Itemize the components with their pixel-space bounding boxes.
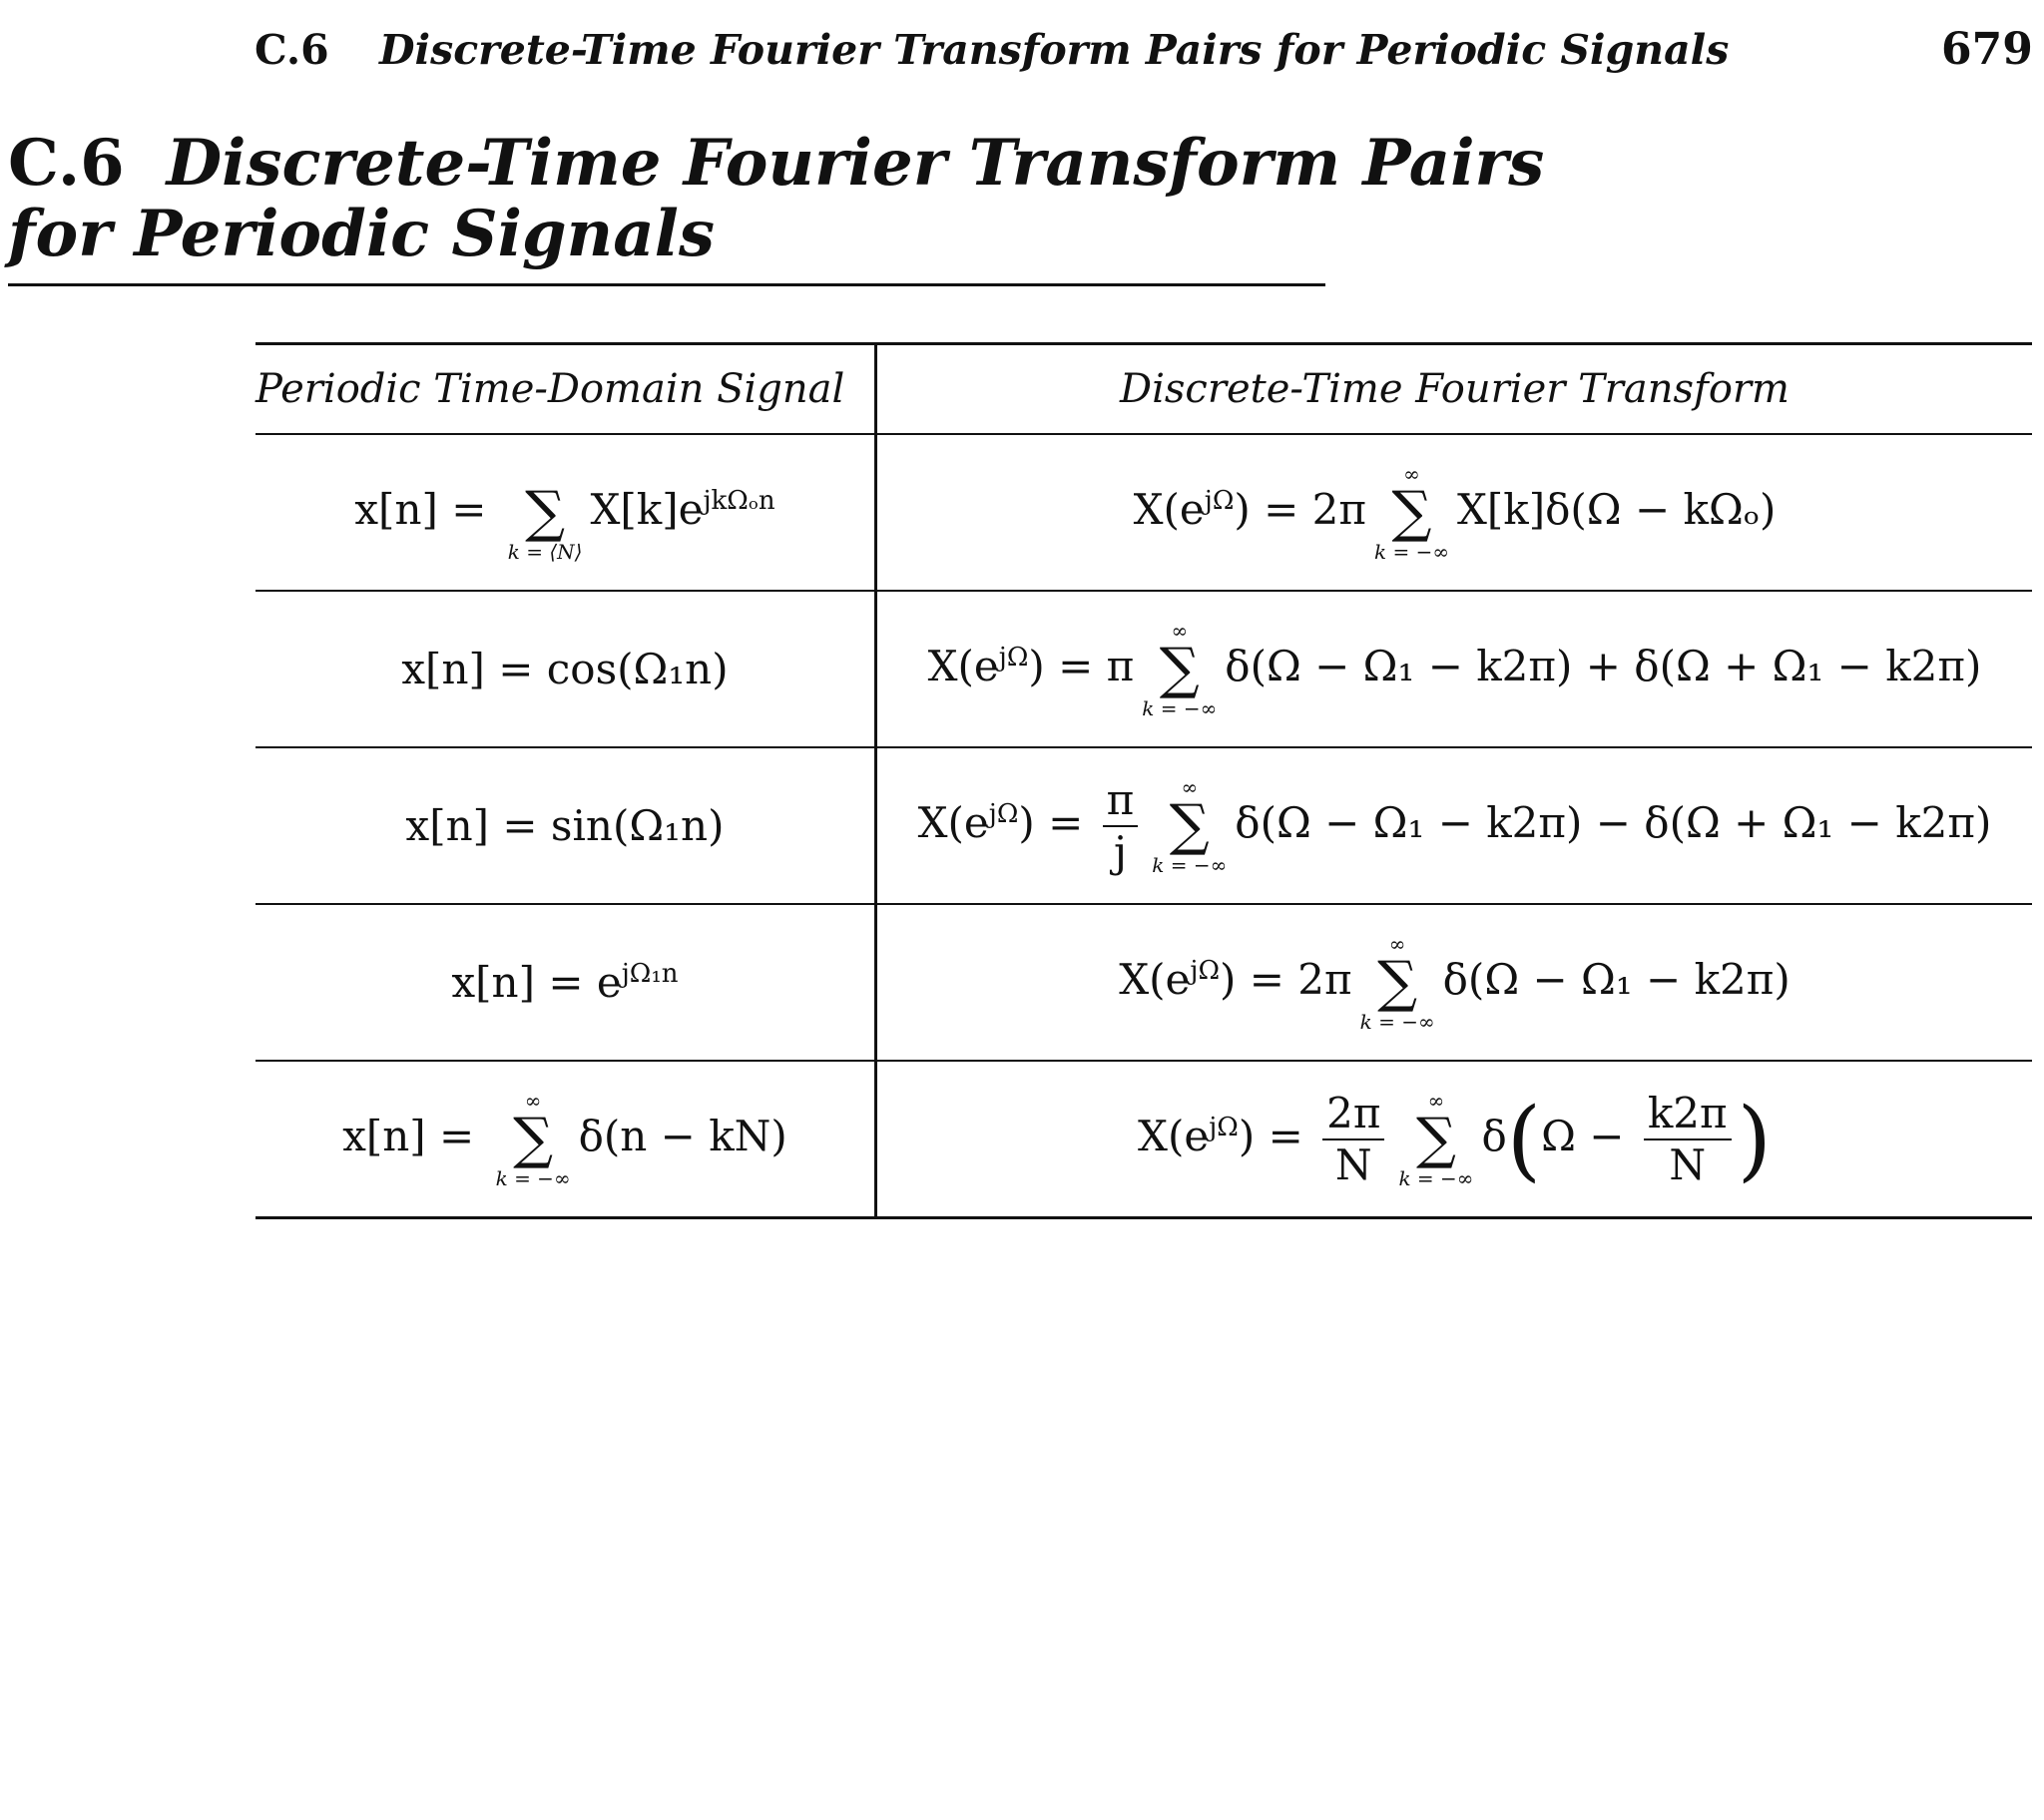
freq-exponent: jΩ xyxy=(998,642,1029,673)
freq-mid: ) = 2π xyxy=(1234,484,1366,534)
freq-body: δ(Ω − Ω₁ − k2π) − δ(Ω + Ω₁ − k2π) xyxy=(1235,797,1992,847)
section-title-line1: Discrete-Time Fourier Transform Pairs xyxy=(166,126,1545,201)
freq-exponent: jΩ xyxy=(1209,1112,1239,1142)
dtft-cell xyxy=(876,904,2033,1061)
fraction-denominator: N xyxy=(1334,1139,1372,1189)
time-signal-cell xyxy=(256,904,876,1061)
time-signal-cell xyxy=(256,1061,876,1218)
freq-lhs: X(e xyxy=(1138,1111,1210,1160)
fraction-numerator: k2π xyxy=(1644,1093,1732,1140)
time-exponent: jkΩₒn xyxy=(703,485,775,516)
table-header-row xyxy=(256,344,2032,435)
section-title-line2: for Periodic Signals xyxy=(8,197,715,271)
fraction xyxy=(1103,774,1139,876)
time-body: δ(n − kN) xyxy=(578,1111,787,1160)
summation: ∞ ∑ k = −∞ xyxy=(1374,461,1450,564)
fraction xyxy=(1322,1088,1384,1189)
time-signal-cell xyxy=(256,434,876,591)
freq-body: δ(Ω − Ω₁ − k2π) + δ(Ω + Ω₁ − k2π) xyxy=(1225,641,1982,690)
fraction-numerator: 2π xyxy=(1322,1093,1384,1140)
table-row xyxy=(256,747,2032,904)
sum-lower-limit: k = −∞ xyxy=(1152,852,1228,877)
table-row xyxy=(256,591,2032,747)
freq-mid: ) = xyxy=(1238,1111,1317,1160)
sum-upper-limit: ∞ xyxy=(524,1088,542,1113)
time-lhs: x[n] = xyxy=(342,1111,488,1160)
freq-body: X[k]δ(Ω − kΩₒ) xyxy=(1457,484,1777,534)
dtft-cell xyxy=(876,747,2033,904)
table-row xyxy=(256,434,2032,591)
sum-lower-limit: k = −∞ xyxy=(1374,539,1450,564)
left-paren: ( xyxy=(1506,1088,1542,1190)
time-lhs: x[n] = xyxy=(354,484,500,534)
right-paren: ) xyxy=(1737,1088,1772,1190)
summation: ∞ ∑ k = −∞ xyxy=(1398,1088,1474,1190)
section-number: C.6 xyxy=(8,126,125,201)
fraction-denominator: j xyxy=(1113,826,1127,876)
freq-lhs: X(e xyxy=(1133,484,1205,534)
header-time-domain: Periodic Time-Domain Signal xyxy=(256,344,876,435)
dtft-cell xyxy=(876,1061,2033,1218)
sum-upper-limit: ∞ xyxy=(1171,618,1189,643)
freq-exponent: jΩ xyxy=(988,798,1019,829)
freq-exponent: jΩ xyxy=(1190,955,1221,986)
sum-lower-limit: k = −∞ xyxy=(1142,695,1218,720)
freq-lhs: X(e xyxy=(927,641,999,690)
freq-lhs: X(e xyxy=(1119,954,1191,1004)
summation: ∞ ∑ k = −∞ xyxy=(1359,931,1435,1034)
freq-mid: ) = 2π xyxy=(1220,954,1352,1004)
page-number: 679 xyxy=(1941,24,2033,75)
inner-pre: Ω − xyxy=(1541,1111,1638,1160)
fraction-numerator: π xyxy=(1103,779,1139,827)
time-signal-cell xyxy=(256,591,876,747)
dtft-cell xyxy=(876,591,2033,747)
summation: ∞ ∑ k = −∞ xyxy=(1152,774,1228,877)
time-exponent: jΩ₁n xyxy=(621,959,679,989)
section-heading xyxy=(8,126,1545,286)
freq-body: δ(Ω − Ω₁ − k2π) xyxy=(1442,954,1790,1004)
delta-symbol: δ xyxy=(1481,1111,1507,1160)
header-dtft: Discrete-Time Fourier Transform xyxy=(876,344,2033,435)
summation: ∑ k = ⟨N⟩ xyxy=(507,479,583,564)
time-expression: x[n] = cos(Ω₁n) xyxy=(401,645,729,693)
transform-pairs-table xyxy=(256,342,2032,1219)
sum-lower-limit: k = −∞ xyxy=(495,1165,571,1190)
sum-upper-limit: ∞ xyxy=(1427,1088,1445,1113)
table-row xyxy=(256,1061,2032,1218)
running-head-section: C.6 xyxy=(255,26,329,74)
sum-upper-limit: ∞ xyxy=(1388,931,1406,956)
sum-lower-limit: k = −∞ xyxy=(1398,1165,1474,1190)
time-lhs: x[n] = e xyxy=(451,958,622,1007)
sum-lower-limit: k = −∞ xyxy=(1359,1009,1435,1034)
freq-mid: ) = xyxy=(1018,797,1097,847)
freq-mid: ) = π xyxy=(1028,641,1135,690)
summation: ∞ ∑ k = −∞ xyxy=(495,1088,571,1190)
sum-upper-limit: ∞ xyxy=(1403,461,1420,486)
time-body: X[k]e xyxy=(590,484,704,534)
summation: ∞ ∑ k = −∞ xyxy=(1142,618,1218,720)
freq-lhs: X(e xyxy=(917,797,989,847)
sum-upper-limit: ∞ xyxy=(1181,774,1199,799)
freq-exponent: jΩ xyxy=(1204,485,1235,516)
running-head-title: Discrete-Time Fourier Transform Pairs for Periodic Signals xyxy=(379,26,1730,74)
dtft-cell xyxy=(876,434,2033,591)
time-signal-cell xyxy=(256,747,876,904)
fraction-denominator: N xyxy=(1669,1139,1707,1189)
fraction xyxy=(1644,1088,1732,1189)
time-expression: x[n] = sin(Ω₁n) xyxy=(405,801,725,850)
table-row xyxy=(256,904,2032,1061)
sum-lower-limit: k = ⟨N⟩ xyxy=(507,539,583,564)
running-head xyxy=(0,0,2044,100)
